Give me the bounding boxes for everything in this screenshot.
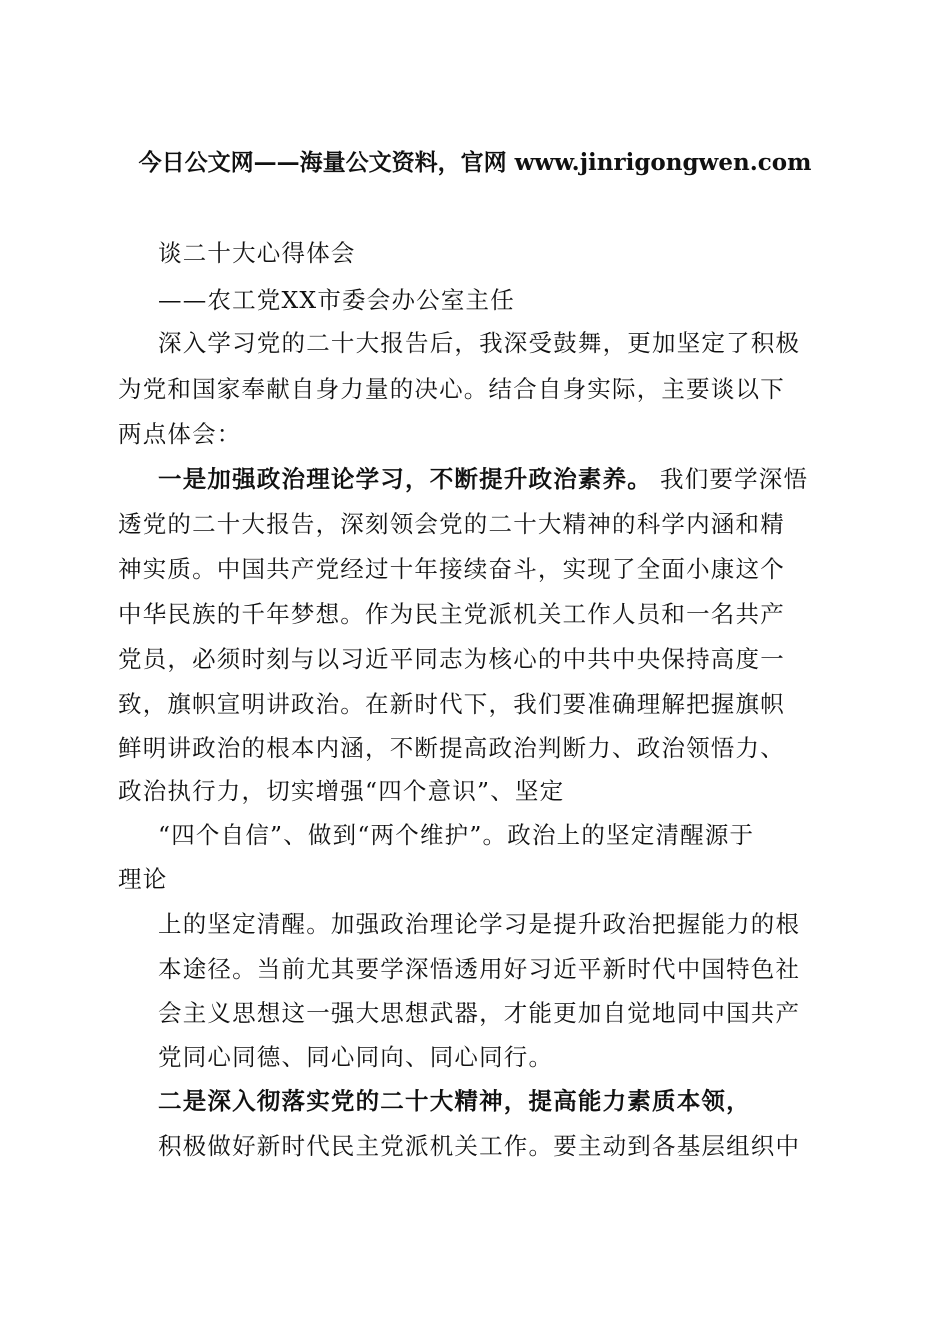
paragraph-line: 积极做好新时代民主党派机关工作。要主动到各基层组织中 — [158, 1132, 801, 1160]
paragraph-line: 上的坚定清醒。加强政治理论学习是提升政治把握能力的根 — [158, 910, 801, 938]
paragraph-line: 透党的二十大报告，深刻领会党的二十大精神的科学内涵和精 — [118, 510, 785, 538]
paragraph-line: 中华民族的千年梦想。作为民主党派机关工作人员和一名共产 — [118, 600, 785, 628]
paragraph-line: “四个自信”、做到“两个维护”。政治上的坚定清醒源于 — [158, 821, 755, 849]
paragraph-line: 党同心同德、同心同向、同心同行。 — [158, 1043, 554, 1071]
paragraph-line: 致，旗帜宣明讲政治。在新时代下，我们要准确理解把握旗帜 — [118, 690, 785, 718]
paragraph-line: 鲜明讲政治的根本内涵，不断提高政治判断力、政治领悟力、 — [118, 734, 785, 762]
document-title: 谈二十大心得体会 — [158, 239, 356, 267]
section-heading-2: 二是深入彻落实党的二十大精神，提高能力素质本领， — [158, 1087, 751, 1115]
paragraph-line: 本途径。当前尤其要学深悟透用好习近平新时代中国特色社 — [158, 955, 801, 983]
document-body — [118, 0, 830, 1344]
paragraph-line: 党员，必须时刻与以习近平同志为核心的中共中央保持高度一 — [118, 645, 785, 673]
document-author: ——农工党XX市委会办公室主任 — [158, 286, 515, 314]
paragraph-line: 两点体会： — [118, 420, 242, 448]
paragraph-line: 政治执行力，切实增强“四个意识”、坚定 — [118, 777, 565, 805]
section-heading-1: 一是加强政治理论学习，不断提升政治素养。 — [158, 465, 652, 493]
paragraph-line: 神实质。中国共产党经过十年接续奋斗，实现了全面小康这个 — [118, 555, 785, 583]
paragraph-line: 深入学习党的二十大报告后，我深受鼓舞，更加坚定了积极 — [158, 329, 801, 357]
paragraph-line: 会主义思想这一强大思想武器，才能更加自觉地同中国共产 — [158, 999, 801, 1027]
paragraph-line: 为党和国家奉献自身力量的决心。结合自身实际，主要谈以下 — [118, 375, 785, 403]
paragraph-line: 我们要学深悟 — [660, 465, 809, 493]
paragraph-line: 理论 — [118, 865, 168, 893]
site-header: 今日公文网——海量公文资料，官网 www.jinrigongwen.com — [138, 149, 812, 176]
